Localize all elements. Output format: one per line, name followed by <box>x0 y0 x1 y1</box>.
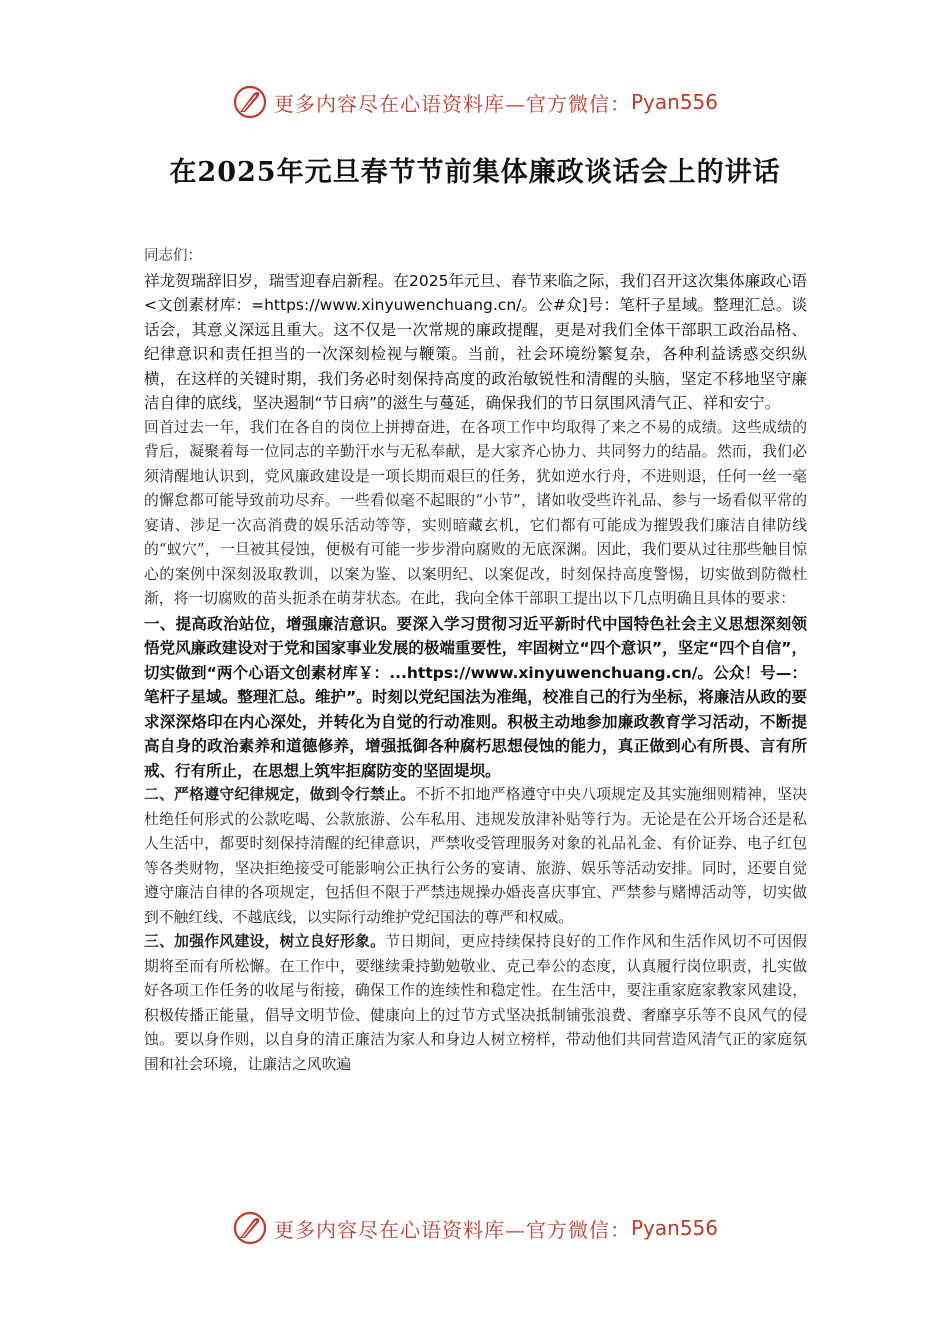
document-body <box>144 244 807 1077</box>
page-title: 在2025年元旦春节节前集体廉政谈话会上的讲话 <box>169 157 781 188</box>
paragraph-requirement-2 <box>144 783 807 930</box>
quill-pen-logo-icon <box>232 84 268 120</box>
banner-account: Pyan556 <box>630 1216 718 1240</box>
banner-text: 更多内容尽在心语资料库—官方微信： <box>273 91 631 116</box>
requirement-3-body: 节日期间，更应持续保持良好的工作作风和生活作风切不可因假期将至而有所松懈。在工作中，要继续秉持勤勉敬业、克己奉公的态度，认真履行岗位职责，扎实做好各项工作任务的收尾与衔接，确保工作的连续性和稳定性。在生活中，要注重家庭家教家风建设，积极传播正能量，倡导文明节俭、健康向上的过节方式坚决抵制铺张浪费、奢靡享乐等不良风气的侵蚀。要以身作则，以自身的清正廉洁为家人和身边人树立榜样，带动他们共同营造风清气正的家庭氛围和社会环境，让廉洁之风吹遍 <box>144 933 807 1073</box>
banner-account: Pyan556 <box>630 90 718 114</box>
banner-text: 更多内容尽在心语资料库—官方微信： <box>273 1217 631 1242</box>
quill-pen-logo-icon <box>232 1210 268 1246</box>
requirement-3-heading: 三、加强作风建设，树立良好形象。 <box>144 933 386 950</box>
requirement-2-heading: 二、严格遵守纪律规定，做到令行禁止。 <box>144 786 416 803</box>
watermark-banner-bottom <box>0 1206 950 1250</box>
watermark-banner-top <box>0 80 950 124</box>
greeting: 同志们： <box>144 248 202 264</box>
requirement-2-body: 不折不扣地严格遵守中央八项规定及其实施细则精神，坚决杜绝任何形式的公款吃喝、公款旅游、公车私用、违规发放津补贴等行为。无论是在公开场合还是私人生活中，都要时刻保持清醒的纪律意识，严禁收受管理服务对象的礼品礼金、有价证券、电子红包等各类财物，坚决拒绝接受可能影响公正执行公务的宴请、旅游、娱乐等活动安排。同时，还要自觉遵守廉洁自律的各项规定，包括但不限于严禁违规操办婚丧喜庆事宜、严禁参与赌博活动等，切实做到不触红线、不越底线，以实际行动维护党纪国法的尊严和权威。 <box>144 786 807 926</box>
paragraph-requirement-3 <box>144 930 807 1077</box>
paragraph-opening: 祥龙贺瑞辞旧岁，瑞雪迎春启新程。在2025年元旦、春节来临之际，我们召开这次集体廉政心语<文创素材库：=https://www.xinyuwenchuang.cn/。公#众]号：笔杆子星域。整理汇总。谈话会，其意义深远且重大。这不仅是一次常规的廉政提醒，更是对我们全体干部职工政治品格、纪律意识和责任担当的一次深刻检视与鞭策。当前，社会环境纷繁复杂，各种利益诱惑交织纵横，在这样的关键时期，我们务必时刻保持高度的政治敏锐性和清醒的头脑，坚定不移地坚守廉洁自律的底线，坚决遏制“节日病”的滋生与蔓延，确保我们的节日氛围风清气正、祥和安宁。 <box>144 271 807 412</box>
paragraph-review: 回首过去一年，我们在各自的岗位上拼搏奋进，在各项工作中均取得了来之不易的成绩。这些成绩的背后，凝聚着每一位同志的辛勤汗水与无私奉献，是大家齐心协力、共同努力的结晶。然而，我们必须清醒地认识到，党风廉政建设是一项长期而艰巨的任务，犹如逆水行舟，不进则退，任何一丝一毫的懈怠都可能导致前功尽弃。一些看似毫不起眼的“小节”，诸如收受些许礼品、参与一场看似平常的宴请、涉足一次高消费的娱乐活动等等，实则暗藏玄机，它们都有可能成为摧毁我们廉洁自律防线的“蚁穴”，一旦被其侵蚀，便极有可能一步步滑向腐败的无底深渊。因此，我们要从过往那些触目惊心的案例中深刻汲取教训，以案为鉴、以案明纪、以案促改，时刻保持高度警惕，切实做到防微杜渐，将一切腐败的苗头扼杀在萌芽状态。在此，我向全体干部职工提出以下几点明确且具体的要求： <box>144 418 807 607</box>
paragraph-requirement-1: 一、提高政治站位，增强廉洁意识。要深入学习贯彻习近平新时代中国特色社会主义思想深刻领悟党风廉政建设对于党和国家事业发展的极端重要性，牢固树立“四个意识”，坚定“四个自信”，切实做到“两个心语文创素材库￥：...https://www.xinyuwenchuang.cn/。公众！号—：笔杆子星域。整理汇总。维护”。时刻以党纪国法为准绳，校准自己的行为坐标，将廉洁从政的要求深深烙印在内心深处，并转化为自觉的行动准则。积极主动地参加廉政教育学习活动，不断提高自身的政治素养和道德修养，增强抵御各种腐朽思想侵蚀的能力，真正做到心有所畏、言有所戒、行有所止，在思想上筑牢拒腐防变的坚固堤坝。 <box>144 614 807 780</box>
